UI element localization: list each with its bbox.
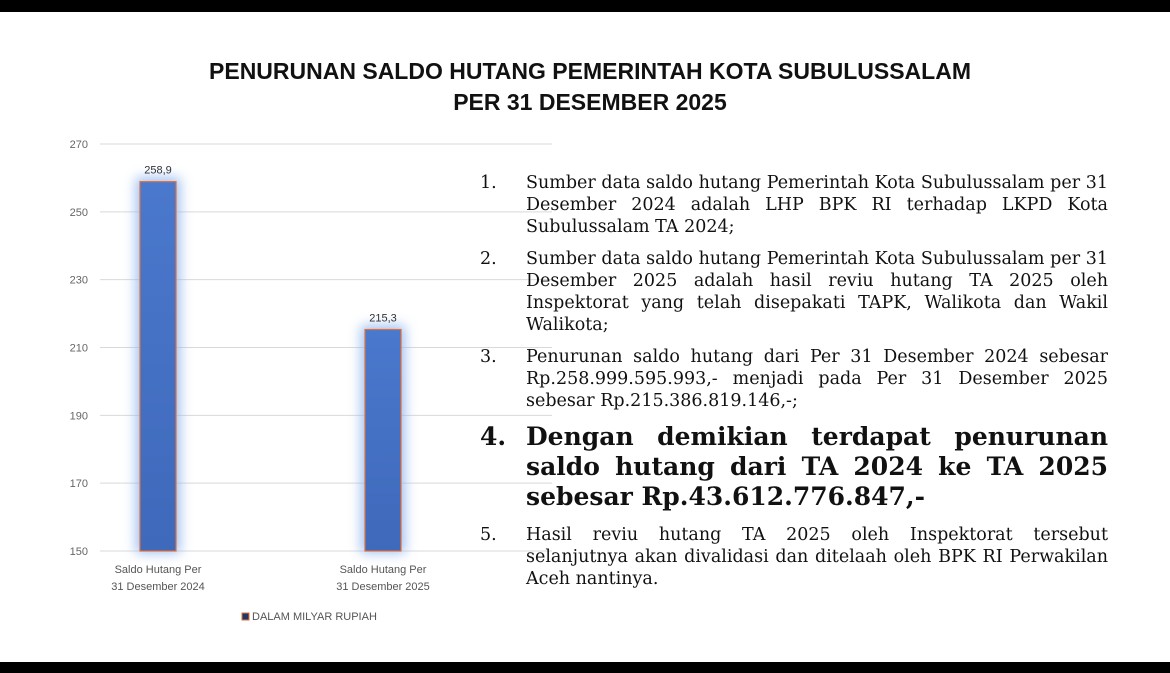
note-text: Dengan demikian terdapat penurunan saldo hutang dari TA 2024 ke TA 2025 sebesar Rp.43.612.776.847,-	[526, 422, 1108, 511]
legend-swatch	[242, 613, 249, 620]
bar	[140, 182, 176, 551]
x-category-label: 31 Desember 2025	[336, 581, 430, 593]
data-label: 215,3	[369, 312, 397, 325]
slide	[0, 12, 1170, 662]
note-item-1	[480, 172, 1108, 238]
bar-chart	[0, 12, 560, 662]
title-line-2: PER 31 DESEMBER 2025	[453, 89, 727, 115]
y-tick-label: 230	[69, 274, 88, 287]
note-number: 3.	[480, 347, 497, 367]
note-text: Sumber data saldo hutang Pemerintah Kota Subulussalam per 31 Desember 2025 adalah hasil reviu hutang TA 2025 oleh Inspektorat yang telah disepakati TAPK, Walikota dan Wakil Walikota;	[526, 249, 1108, 335]
note-item-3	[480, 346, 1108, 412]
x-category-label: 31 Desember 2024	[111, 581, 205, 593]
note-text: Sumber data saldo hutang Pemerintah Kota Subulussalam per 31 Desember 2024 adalah LHP BPK RI terhadap LKPD Kota Subulussalam TA 2024;	[526, 173, 1108, 237]
legend-label: DALAM MILYAR RUPIAH	[252, 611, 377, 623]
note-number: 5.	[480, 525, 497, 545]
note-item-5	[480, 524, 1108, 590]
y-tick-label: 270	[69, 139, 88, 151]
y-tick-label: 210	[69, 342, 88, 355]
bar	[365, 330, 401, 551]
note-item-4	[480, 422, 1108, 512]
x-category-label: Saldo Hutang Per	[339, 564, 427, 576]
note-number: 4.	[480, 422, 507, 451]
data-label: 258,9	[144, 164, 172, 177]
x-category-label: Saldo Hutang Per	[114, 564, 202, 576]
y-tick-label: 250	[69, 206, 88, 219]
y-tick-label: 190	[69, 410, 88, 423]
y-tick-label: 150	[69, 546, 88, 558]
title-line-1: PENURUNAN SALDO HUTANG PEMERINTAH KOTA SUBULUSSALAM	[209, 58, 971, 84]
notes-list	[480, 172, 1108, 600]
note-number: 2.	[480, 249, 497, 269]
y-tick-label: 170	[69, 478, 88, 491]
note-number: 1.	[480, 173, 497, 193]
note-text: Hasil reviu hutang TA 2025 oleh Inspektorat tersebut selanjutnya akan divalidasi dan ditelaah oleh BPK RI Perwakilan Aceh nantinya.	[526, 525, 1108, 589]
note-item-2	[480, 248, 1108, 336]
note-text: Penurunan saldo hutang dari Per 31 Desember 2024 sebesar Rp.258.999.595.993,- menjadi pada Per 31 Desember 2025 sebesar Rp.215.386.819.146,-;	[526, 347, 1108, 411]
